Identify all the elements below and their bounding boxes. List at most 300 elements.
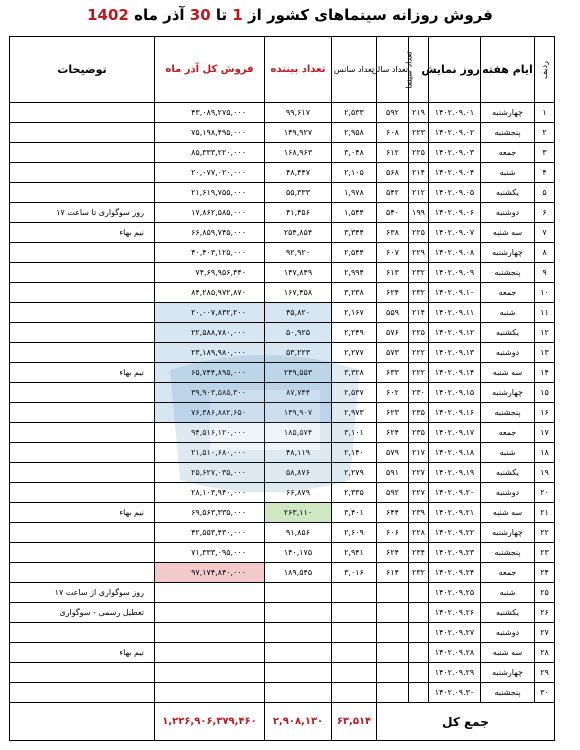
show-date-cell: ۱۴۰۲.۰۹.۱۶ xyxy=(429,403,481,423)
viewer-count-cell: ۹۲,۹۲۰ xyxy=(265,243,332,263)
table-row xyxy=(10,583,555,603)
weekday-cell: دوشنبه xyxy=(481,343,535,363)
row-number-cell: ۲۸ xyxy=(535,643,555,663)
table-row xyxy=(10,403,555,423)
show-count-cell: ۲,۱۰۵ xyxy=(332,163,377,183)
hall-count-cell: ۶۲۳ xyxy=(377,403,409,423)
show-count-cell xyxy=(332,683,377,703)
viewer-count-cell xyxy=(265,643,332,663)
show-date-cell: ۱۴۰۲.۰۹.۰۶ xyxy=(429,203,481,223)
table-row xyxy=(10,203,555,223)
total-viewers: ۲,۹۰۸,۱۳۰ xyxy=(265,703,332,741)
notes-cell xyxy=(10,123,155,143)
show-date-cell: ۱۴۰۲.۰۹.۲۹ xyxy=(429,663,481,683)
notes-cell xyxy=(10,523,155,543)
cinema-count-cell: ۲۱۷ xyxy=(409,443,429,463)
viewer-count-cell: ۴۸,۱۱۹ xyxy=(265,443,332,463)
show-count-cell xyxy=(332,623,377,643)
show-date-cell: ۱۴۰۲.۰۹.۲۶ xyxy=(429,603,481,623)
total-sales-cell: ۲۳,۱۸۹,۹۸۰,۰۰۰ xyxy=(155,343,265,363)
show-date-cell: ۱۴۰۲.۰۹.۱۴ xyxy=(429,363,481,383)
notes-cell: نیم بهاء xyxy=(10,363,155,383)
hall-count-cell: ۶۰۸ xyxy=(377,123,409,143)
page-title: فروش روزانه سینماهای کشور از 1 تا 30 آذر ماه 1402 xyxy=(87,6,493,24)
show-count-cell: ۳,۱۰۱ xyxy=(332,423,377,443)
cinema-count-cell: ۲۳۵ xyxy=(409,423,429,443)
weekday-cell: یکشنبه xyxy=(481,463,535,483)
weekday-cell: سه شنبه xyxy=(481,223,535,243)
show-count-cell: ۲,۶۰۹ xyxy=(332,523,377,543)
cinema-count-cell: ۲۲۷ xyxy=(409,463,429,483)
table-row xyxy=(10,243,555,263)
header-total-sales: فروش کل آذر ماه xyxy=(155,37,265,103)
total-sales-cell: ۴۳,۰۸۹,۲۷۵,۰۰۰ xyxy=(155,103,265,123)
show-count-cell: ۱,۹۷۸ xyxy=(332,183,377,203)
viewer-count-cell xyxy=(265,583,332,603)
viewer-count-cell: ۱۸۹,۵۴۵ xyxy=(265,563,332,583)
show-count-cell: ۳,۰۱۶ xyxy=(332,563,377,583)
show-count-cell: ۲,۹۵۸ xyxy=(332,123,377,143)
viewer-count-cell: ۹۹,۶۱۷ xyxy=(265,103,332,123)
hall-count-cell: ۵۷۳ xyxy=(377,343,409,363)
hall-count-cell: ۵۵۹ xyxy=(377,303,409,323)
row-number-cell: ۲۴ xyxy=(535,563,555,583)
viewer-count-cell: ۱۶۷,۴۵۸ xyxy=(265,283,332,303)
table-row xyxy=(10,303,555,323)
notes-cell xyxy=(10,263,155,283)
weekday-cell: چهارشنبه xyxy=(481,383,535,403)
header-notes: توضیحات xyxy=(10,37,155,103)
table-row xyxy=(10,483,555,503)
row-number-cell: ۱ xyxy=(535,103,555,123)
weekday-cell: یکشنبه xyxy=(481,323,535,343)
total-sales-cell xyxy=(155,683,265,703)
header-row xyxy=(10,37,555,103)
total-sales-cell xyxy=(155,643,265,663)
weekday-cell: سه شنبه xyxy=(481,643,535,663)
header-hall-count: تعداد سالن xyxy=(377,37,409,103)
notes-cell xyxy=(10,623,155,643)
show-date-cell: ۱۴۰۲.۰۹.۱۱ xyxy=(429,303,481,323)
show-date-cell: ۱۴۰۲.۰۹.۲۳ xyxy=(429,543,481,563)
hall-count-cell: ۵۴۲ xyxy=(377,183,409,203)
row-number-cell: ۲۹ xyxy=(535,663,555,683)
table-row xyxy=(10,503,555,523)
cinema-count-cell: ۲۲۹ xyxy=(409,243,429,263)
viewer-count-cell: ۱۶۸,۹۶۳ xyxy=(265,143,332,163)
notes-cell: نیم بهاء xyxy=(10,223,155,243)
hall-count-cell: ۶۴۴ xyxy=(377,503,409,523)
weekday-cell: شنبه xyxy=(481,443,535,463)
viewer-count-cell xyxy=(265,623,332,643)
table-row xyxy=(10,263,555,283)
hall-count-cell xyxy=(377,683,409,703)
cinema-count-cell: ۲۱۹ xyxy=(409,103,429,123)
hall-count-cell: ۵۷۶ xyxy=(377,323,409,343)
row-number-cell: ۲۳ xyxy=(535,543,555,563)
total-sales-cell: ۷۶,۳۸۶,۸۸۲,۶۵۰ xyxy=(155,403,265,423)
table-row xyxy=(10,683,555,703)
viewer-count-cell: ۱۴۰,۱۷۵ xyxy=(265,543,332,563)
totals-label: جمع کل xyxy=(377,703,555,741)
show-count-cell: ۳,۲۳۸ xyxy=(332,283,377,303)
show-date-cell: ۱۴۰۲.۰۹.۰۹ xyxy=(429,263,481,283)
table-row xyxy=(10,463,555,483)
weekday-cell: جمعه xyxy=(481,563,535,583)
show-date-cell: ۱۴۰۲.۰۹.۲۴ xyxy=(429,563,481,583)
viewer-count-cell: ۵۰,۹۲۵ xyxy=(265,323,332,343)
weekday-cell: چهارشنبه xyxy=(481,103,535,123)
viewer-count-cell: ۲۶۳,۱۱۰ xyxy=(265,503,332,523)
table-row xyxy=(10,103,555,123)
table-row xyxy=(10,223,555,243)
cinema-count-cell: ۲۲۵ xyxy=(409,323,429,343)
weekday-cell: سه شنبه xyxy=(481,363,535,383)
show-count-cell: ۲,۵۳۳ xyxy=(332,103,377,123)
total-sales-cell: ۲۰,۰۷۷,۰۲۰,۰۰۰ xyxy=(155,163,265,183)
total-sales-cell xyxy=(155,603,265,623)
cinema-count-cell: ۲۱۴ xyxy=(409,303,429,323)
cinema-count-cell xyxy=(409,643,429,663)
total-sales-cell: ۴۲,۵۵۳,۴۳۰,۰۰۰ xyxy=(155,523,265,543)
row-number-cell: ۹ xyxy=(535,263,555,283)
hall-count-cell xyxy=(377,663,409,683)
total-sales-cell: ۳۹,۹۰۳,۵۸۵,۳۰۰ xyxy=(155,383,265,403)
total-sales-cell: ۲۱,۵۱۰,۶۸۰,۰۰۰ xyxy=(155,443,265,463)
table-row xyxy=(10,643,555,663)
show-date-cell: ۱۴۰۲.۰۹.۰۲ xyxy=(429,123,481,143)
notes-cell xyxy=(10,683,155,703)
row-number-cell: ۳۰ xyxy=(535,683,555,703)
weekday-cell: پنجشنبه xyxy=(481,683,535,703)
cinema-count-cell: ۲۱۲ xyxy=(409,183,429,203)
total-sales-cell: ۱۷,۸۶۲,۵۸۵,۰۰۰ xyxy=(155,203,265,223)
row-number-cell: ۲۲ xyxy=(535,523,555,543)
notes-cell xyxy=(10,483,155,503)
table-row xyxy=(10,663,555,683)
total-sales-cell: ۶۶,۸۵۹,۷۴۵,۰۰۰ xyxy=(155,223,265,243)
show-count-cell xyxy=(332,643,377,663)
show-date-cell: ۱۴۰۲.۰۹.۰۱ xyxy=(429,103,481,123)
table-row xyxy=(10,323,555,343)
row-number-cell: ۱۸ xyxy=(535,443,555,463)
weekday-cell: پنجشنبه xyxy=(481,403,535,423)
table-row xyxy=(10,423,555,443)
hall-count-cell: ۶۱۴ xyxy=(377,563,409,583)
hall-count-cell: ۶۲۴ xyxy=(377,423,409,443)
notes-cell xyxy=(10,183,155,203)
row-number-cell: ۱۶ xyxy=(535,403,555,423)
weekday-cell: چهارشنبه xyxy=(481,523,535,543)
viewer-count-cell: ۵۸,۸۷۶ xyxy=(265,463,332,483)
header-show-count: تعداد سانس xyxy=(332,37,377,103)
viewer-count-cell: ۴۵,۸۲۰ xyxy=(265,303,332,323)
notes-cell xyxy=(10,543,155,563)
notes-cell xyxy=(10,443,155,463)
notes-cell xyxy=(10,343,155,363)
show-date-cell: ۱۴۰۲.۰۹.۲۲ xyxy=(429,523,481,543)
total-sales-cell: ۲۱,۶۱۹,۷۵۵,۰۰۰ xyxy=(155,183,265,203)
show-date-cell: ۱۴۰۲.۰۹.۲۸ xyxy=(429,643,481,663)
cinema-count-cell: ۲۳۲ xyxy=(409,563,429,583)
show-date-cell: ۱۴۰۲.۰۹.۲۷ xyxy=(429,623,481,643)
weekday-cell: دوشنبه xyxy=(481,623,535,643)
show-count-cell: ۲,۲۴۹ xyxy=(332,323,377,343)
notes-cell xyxy=(10,383,155,403)
table-row xyxy=(10,563,555,583)
show-date-cell: ۱۴۰۲.۰۹.۱۵ xyxy=(429,383,481,403)
viewer-count-cell: ۱۸۵,۵۷۴ xyxy=(265,423,332,443)
hall-count-cell: ۶۰۲ xyxy=(377,383,409,403)
row-number-cell: ۱۲ xyxy=(535,323,555,343)
total-sales-cell: ۷۵,۱۹۸,۴۹۵,۰۰۰ xyxy=(155,123,265,143)
viewer-count-cell xyxy=(265,683,332,703)
weekday-cell: شنبه xyxy=(481,583,535,603)
viewer-count-cell: ۵۵,۳۳۳ xyxy=(265,183,332,203)
show-count-cell: ۲,۹۹۴ xyxy=(332,263,377,283)
show-count-cell: ۳,۳۲۸ xyxy=(332,363,377,383)
cinema-count-cell: ۲۳۹ xyxy=(409,503,429,523)
notes-cell xyxy=(10,663,155,683)
hall-count-cell: ۵۹۱ xyxy=(377,463,409,483)
show-count-cell: ۳,۰۴۸ xyxy=(332,143,377,163)
table-row xyxy=(10,523,555,543)
show-date-cell: ۱۴۰۲.۰۹.۲۱ xyxy=(429,503,481,523)
notes-cell: نیم بهاء xyxy=(10,503,155,523)
hall-count-cell: ۵۷۹ xyxy=(377,443,409,463)
total-sales-cell: ۴۰,۴۰۳,۱۲۵,۰۰۰ xyxy=(155,243,265,263)
show-date-cell: ۱۴۰۲.۰۹.۲۵ xyxy=(429,583,481,603)
weekday-cell: شنبه xyxy=(481,303,535,323)
notes-cell xyxy=(10,303,155,323)
notes-cell: روز سوگواری از ساعت ۱۷ xyxy=(10,583,155,603)
notes-cell: نیم بهاء xyxy=(10,643,155,663)
notes-cell xyxy=(10,283,155,303)
cinema-count-cell: ۱۹۹ xyxy=(409,203,429,223)
row-number-cell: ۲۰ xyxy=(535,483,555,503)
totals-notes xyxy=(10,703,155,741)
viewer-count-cell xyxy=(265,663,332,683)
cinema-count-cell: ۲۲۲ xyxy=(409,343,429,363)
total-sales-cell xyxy=(155,583,265,603)
weekday-cell: چهارشنبه xyxy=(481,663,535,683)
show-count-cell: ۱,۵۴۴ xyxy=(332,203,377,223)
header-weekday: ایام هفته xyxy=(481,37,535,103)
weekday-cell: پنجشنبه xyxy=(481,123,535,143)
weekday-cell: چهارشنبه xyxy=(481,243,535,263)
hall-count-cell: ۵۶۸ xyxy=(377,163,409,183)
table-row xyxy=(10,443,555,463)
weekday-cell: شنبه xyxy=(481,163,535,183)
show-date-cell: ۱۴۰۲.۰۹.۱۳ xyxy=(429,343,481,363)
viewer-count-cell: ۹۱,۸۵۶ xyxy=(265,523,332,543)
cinema-count-cell: ۲۲۵ xyxy=(409,223,429,243)
hall-count-cell: ۵۴۰ xyxy=(377,203,409,223)
notes-cell xyxy=(10,403,155,423)
show-date-cell: ۱۴۰۲.۰۹.۰۷ xyxy=(429,223,481,243)
cinema-count-cell: ۲۲۸ xyxy=(409,523,429,543)
notes-cell xyxy=(10,163,155,183)
daily-sales-table xyxy=(9,36,555,741)
table-row xyxy=(10,543,555,563)
viewer-count-cell: ۵۳,۲۲۳ xyxy=(265,343,332,363)
show-count-cell xyxy=(332,583,377,603)
hall-count-cell: ۶۲۴ xyxy=(377,543,409,563)
total-sales-cell xyxy=(155,663,265,683)
notes-cell xyxy=(10,323,155,343)
notes-cell xyxy=(10,143,155,163)
viewer-count-cell: ۲۴۹,۵۵۳ xyxy=(265,363,332,383)
weekday-cell: پنجشنبه xyxy=(481,263,535,283)
total-sales-cell: ۲۸,۱۰۳,۹۴۰,۰۰۰ xyxy=(155,483,265,503)
hall-count-cell: ۶۲۴ xyxy=(377,283,409,303)
viewer-count-cell: ۶۶,۸۷۹ xyxy=(265,483,332,503)
viewer-count-cell: ۱۴۷,۸۴۹ xyxy=(265,263,332,283)
cinema-count-cell: ۲۲۵ xyxy=(409,143,429,163)
table-row xyxy=(10,623,555,643)
show-date-cell: ۱۴۰۲.۰۹.۰۴ xyxy=(429,163,481,183)
notes-cell xyxy=(10,423,155,443)
total-sales-cell: ۸۵,۳۳۳,۲۲۰,۰۰۰ xyxy=(155,143,265,163)
row-number-cell: ۳ xyxy=(535,143,555,163)
show-count-cell: ۲,۵۴۴ xyxy=(332,243,377,263)
row-number-cell: ۲۵ xyxy=(535,583,555,603)
hall-count-cell: ۵۹۲ xyxy=(377,103,409,123)
notes-cell xyxy=(10,463,155,483)
hall-count-cell: ۶۱۲ xyxy=(377,143,409,163)
show-count-cell: ۲,۹۴۱ xyxy=(332,543,377,563)
show-date-cell: ۱۴۰۲.۰۹.۰۸ xyxy=(429,243,481,263)
table-row xyxy=(10,383,555,403)
total-sales-cell: ۷۴,۶۹,۹۵۶,۴۴۰ xyxy=(155,263,265,283)
show-date-cell: ۱۴۰۲.۰۹.۱۷ xyxy=(429,423,481,443)
total-sales-cell: ۶۹,۵۶۳,۳۳۵,۰۰۰ xyxy=(155,503,265,523)
notes-cell: روز سوگواری تا ساعت ۱۷ xyxy=(10,203,155,223)
row-number-cell: ۷ xyxy=(535,223,555,243)
row-number-cell: ۶ xyxy=(535,203,555,223)
show-count-cell xyxy=(332,663,377,683)
table-row xyxy=(10,183,555,203)
cinema-count-cell xyxy=(409,623,429,643)
weekday-cell: دوشنبه xyxy=(481,483,535,503)
header-viewer-count: تعداد بیننده xyxy=(265,37,332,103)
hall-count-cell xyxy=(377,623,409,643)
table-row xyxy=(10,123,555,143)
cinema-count-cell: ۲۳۲ xyxy=(409,283,429,303)
notes-cell xyxy=(10,563,155,583)
total-sales-cell: ۷۱,۳۳۳,۰۹۵,۰۰۰ xyxy=(155,543,265,563)
row-number-cell: ۱۹ xyxy=(535,463,555,483)
row-number-cell: ۵ xyxy=(535,183,555,203)
viewer-count-cell: ۲۵۴,۸۵۴ xyxy=(265,223,332,243)
table-row xyxy=(10,363,555,383)
show-date-cell: ۱۴۰۲.۰۹.۱۰ xyxy=(429,283,481,303)
row-number-cell: ۱۷ xyxy=(535,423,555,443)
hall-count-cell: ۶۳۸ xyxy=(377,223,409,243)
show-date-cell: ۱۴۰۲.۰۹.۰۳ xyxy=(429,143,481,163)
header-show-date: روز نمایش xyxy=(429,37,481,103)
show-count-cell: ۲,۲۷۷ xyxy=(332,343,377,363)
total-sales-cell: ۲۲,۵۸۸,۷۸۰,۰۰۰ xyxy=(155,323,265,343)
row-number-cell: ۱۵ xyxy=(535,383,555,403)
cinema-count-cell: ۲۳۵ xyxy=(409,403,429,423)
header-row-number: ردیف xyxy=(535,37,555,103)
row-number-cell: ۱۱ xyxy=(535,303,555,323)
show-count-cell: ۲,۹۷۳ xyxy=(332,403,377,423)
hall-count-cell: ۵۹۲ xyxy=(377,483,409,503)
total-sales-cell: ۶۵,۷۴۴,۸۹۵,۰۰۰ xyxy=(155,363,265,383)
row-number-cell: ۲ xyxy=(535,123,555,143)
weekday-cell: یکشنبه xyxy=(481,603,535,623)
cinema-count-cell xyxy=(409,583,429,603)
show-date-cell: ۱۴۰۲.۰۹.۲۰ xyxy=(429,483,481,503)
total-sales-cell: ۲۵,۶۲۷,۰۳۵,۰۰۰ xyxy=(155,463,265,483)
weekday-cell: دوشنبه xyxy=(481,203,535,223)
row-number-cell: ۲۶ xyxy=(535,603,555,623)
total-sales-cell: ۹۴,۵۱۶,۱۲۰,۰۰۰ xyxy=(155,423,265,443)
show-date-cell: ۱۴۰۲.۰۹.۳۰ xyxy=(429,683,481,703)
hall-count-cell: ۶۰۶ xyxy=(377,523,409,543)
cinema-count-cell: ۲۲۲ xyxy=(409,363,429,383)
hall-count-cell xyxy=(377,583,409,603)
total-shows: ۶۳,۵۱۴ xyxy=(332,703,377,741)
total-sales-cell: ۲۰,۰۰۷,۸۳۲,۲۰۰ xyxy=(155,303,265,323)
viewer-count-cell: ۸۷,۷۴۴ xyxy=(265,383,332,403)
row-number-cell: ۱۳ xyxy=(535,343,555,363)
table-row xyxy=(10,143,555,163)
cinema-count-cell: ۲۳۴ xyxy=(409,543,429,563)
row-number-cell: ۱۰ xyxy=(535,283,555,303)
cinema-count-cell xyxy=(409,663,429,683)
header-cinema-count: تعداد سینما xyxy=(409,37,429,103)
show-count-cell: ۲,۱۴۰ xyxy=(332,443,377,463)
notes-cell xyxy=(10,243,155,263)
cinema-count-cell xyxy=(409,683,429,703)
cinema-count-cell: ۲۳۲ xyxy=(409,263,429,283)
row-number-cell: ۲۱ xyxy=(535,503,555,523)
show-count-cell: ۲,۲۷۹ xyxy=(332,463,377,483)
cinema-count-cell: ۲۲۳ xyxy=(409,123,429,143)
cinema-count-cell: ۲۲۷ xyxy=(409,483,429,503)
table-row xyxy=(10,163,555,183)
row-number-cell: ۴ xyxy=(535,163,555,183)
hall-count-cell: ۶۳۳ xyxy=(377,363,409,383)
show-count-cell: ۲,۵۳۷ xyxy=(332,383,377,403)
table-row xyxy=(10,283,555,303)
show-count-cell xyxy=(332,603,377,623)
row-number-cell: ۸ xyxy=(535,243,555,263)
weekday-cell: پنجشنبه xyxy=(481,543,535,563)
hall-count-cell xyxy=(377,603,409,623)
viewer-count-cell: ۴۸,۴۴۷ xyxy=(265,163,332,183)
viewer-count-cell xyxy=(265,603,332,623)
show-count-cell: ۳,۳۴۴ xyxy=(332,223,377,243)
show-date-cell: ۱۴۰۲.۰۹.۰۵ xyxy=(429,183,481,203)
cinema-count-cell: ۲۳۰ xyxy=(409,383,429,403)
row-number-cell: ۲۷ xyxy=(535,623,555,643)
show-date-cell: ۱۴۰۲.۰۹.۱۹ xyxy=(429,463,481,483)
weekday-cell: یکشنبه xyxy=(481,183,535,203)
show-count-cell: ۲,۱۶۷ xyxy=(332,303,377,323)
total-sales-cell xyxy=(155,623,265,643)
weekday-cell: جمعه xyxy=(481,423,535,443)
show-date-cell: ۱۴۰۲.۰۹.۱۲ xyxy=(429,323,481,343)
cinema-count-cell xyxy=(409,603,429,623)
total-sales-cell: ۸۴,۲۸۵,۹۷۲,۸۷۰ xyxy=(155,283,265,303)
weekday-cell: جمعه xyxy=(481,283,535,303)
weekday-cell: سه شنبه xyxy=(481,503,535,523)
hall-count-cell: ۶۱۳ xyxy=(377,263,409,283)
